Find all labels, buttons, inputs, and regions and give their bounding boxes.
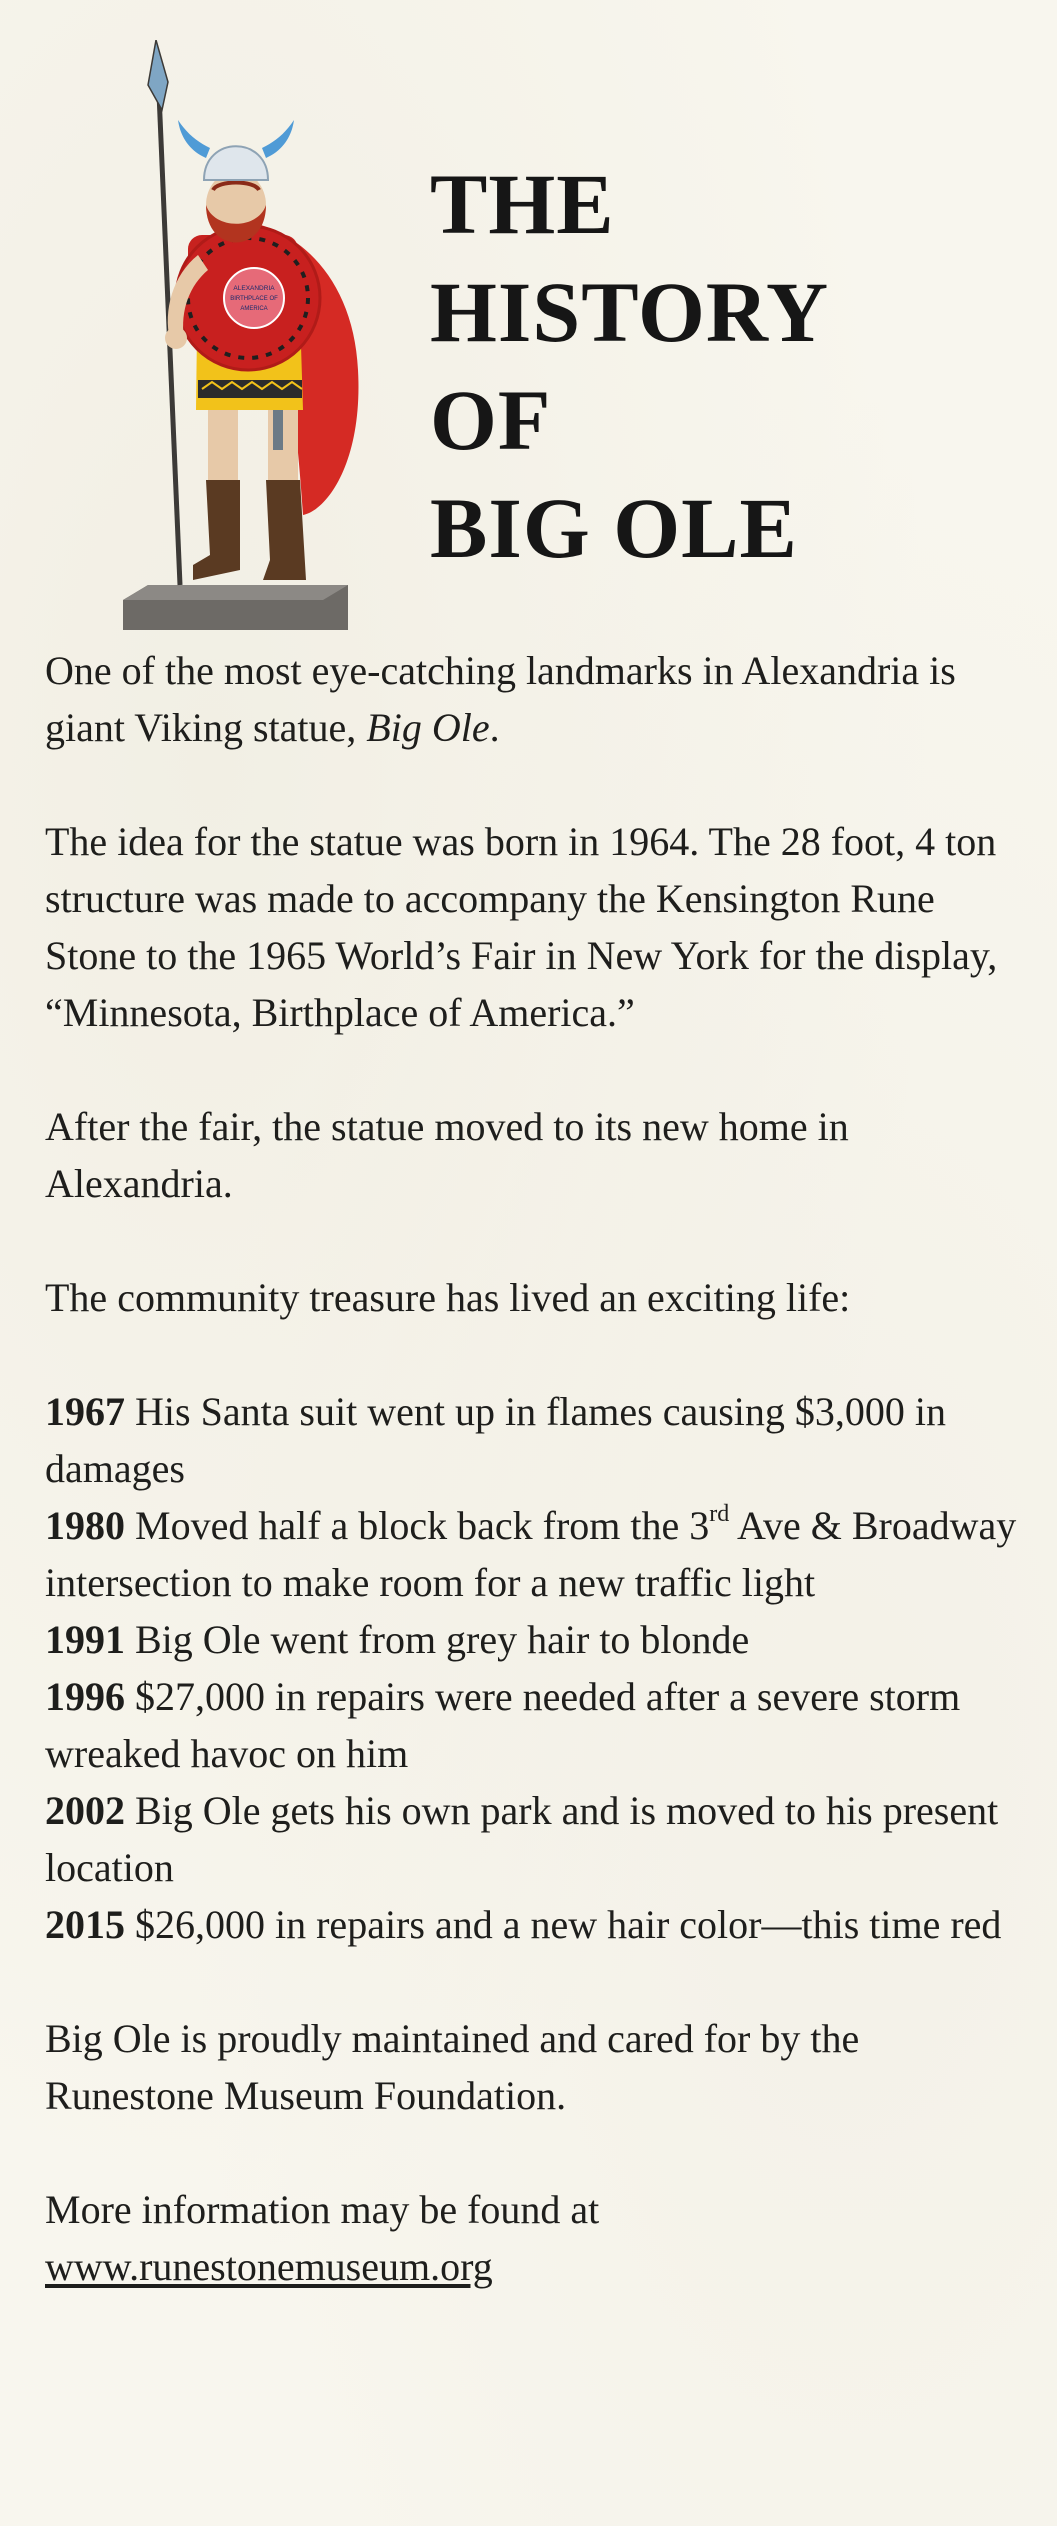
article-body [45,642,1025,2295]
helmet-wing-left [178,120,210,158]
timeline-text: Moved half a block back from the 3 [125,1503,710,1548]
museum-website-link[interactable]: www.runestonemuseum.org [45,2244,493,2289]
timeline-item [45,1896,1025,1953]
timeline-text: $26,000 in repairs and a new hair color—this time red [125,1902,1002,1947]
timeline-year: 1991 [45,1617,125,1662]
timeline-item [45,1497,1025,1611]
right-boot [263,480,306,580]
shield-text-1: ALEXANDRIA [233,285,275,292]
helmet [204,146,268,180]
timeline-text: Big Ole gets his own park and is moved to his present location [45,1788,999,1890]
intro-text: One of the most eye-catching landmarks in Alexandria is giant Viking statue, [45,648,956,750]
timeline-year: 1967 [45,1389,125,1434]
maintained-paragraph: Big Ole is proudly maintained and cared for by the Runestone Museum Foundation. [45,2016,860,2118]
idea-paragraph: The idea for the statue was born in 1964. The 28 foot, 4 ton structure was made to accompany the Kensington Rune Stone to the 1965 World’s Fair in New York for the display, “Minnesota, Birthplace of America.” [45,819,998,1035]
timeline-text: Ave & Broadway intersection to make room for a new traffic light [45,1503,1017,1605]
title-line: THE [430,156,615,252]
timeline-year: 1996 [45,1674,125,1719]
timeline-text: His Santa suit went up in flames causing $3,000 in damages [45,1389,947,1491]
title-line: BIG OLE [430,480,798,576]
title-line: OF [430,372,552,468]
timeline-item [45,1782,1025,1896]
timeline-year: 1980 [45,1503,125,1548]
timeline [45,1383,1025,1953]
timeline-year: 2002 [45,1788,125,1833]
helmet-wing-right [262,120,294,158]
exciting-life-paragraph: The community treasure has lived an exciting life: [45,1275,851,1320]
shield-text-3: AMERICA [240,306,268,312]
big-ole-statue-image [118,40,368,630]
timeline-year: 2015 [45,1902,125,1947]
timeline-text: $27,000 in repairs were needed after a severe storm wreaked havoc on him [45,1674,961,1776]
title-line: HISTORY [430,264,830,360]
ordinal-suffix: rd [709,1501,730,1527]
after-fair-paragraph: After the fair, the statue moved to its new home in Alexandria. [45,1104,849,1206]
left-boot [193,480,240,580]
timeline-text: Big Ole went from grey hair to blonde [125,1617,750,1662]
spear-head [148,40,168,110]
intro-italic-name: Big Ole [366,705,490,750]
timeline-item [45,1383,1025,1497]
shield-text-2: BIRTHPLACE OF [230,296,278,302]
timeline-item [45,1668,1025,1782]
intro-paragraph [45,642,1025,756]
timeline-item [45,1611,1025,1668]
more-info-text: More information may be found at [45,2187,600,2232]
page-title [430,150,829,582]
intro-end: . [489,705,500,750]
